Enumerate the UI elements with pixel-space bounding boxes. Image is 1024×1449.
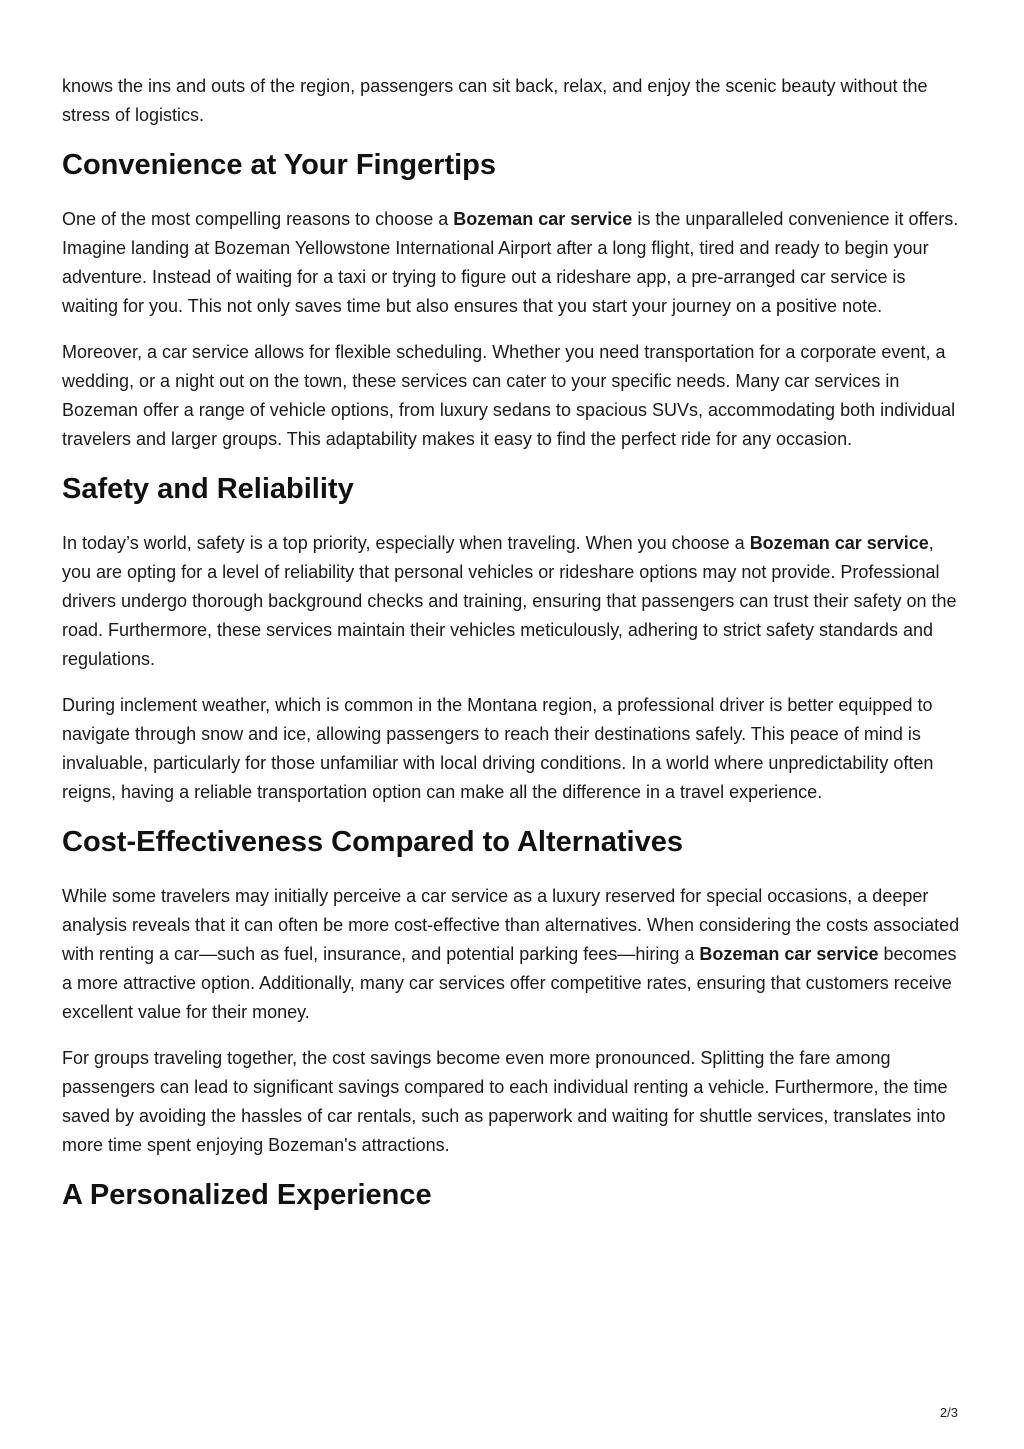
safety-paragraph-2: During inclement weather, which is common in the Montana region, a professional driver is better equipped to navigate through snow and ice, allowing passengers to reach their destinations safely. This peace of mind is invaluable, particularly for those unfamiliar with local driving conditions. In a world where unpredictability often reigns, having a reliable transportation option can make all the difference in a travel experience. bbox=[62, 695, 934, 802]
intro-text: knows the ins and outs of the region, passengers can sit back, relax, and enjoy the scenic beauty without the stress of logistics. bbox=[62, 76, 928, 125]
cost-paragraph-1 bbox=[62, 882, 964, 1027]
text-run: becomes a more attractive option. Additionally, many car services offer competitive rates, ensuring that customers receive excellent value for their money. bbox=[62, 944, 957, 1022]
bold-keyword: Bozeman car service bbox=[453, 209, 633, 229]
page-number: 2/3 bbox=[939, 1405, 958, 1420]
cost-paragraph-2: For groups traveling together, the cost savings become even more pronounced. Splitting the fare among passengers can lead to significant savings compared to each individual renting a vehicle. Furthermore, the time saved by avoiding the hassles of car rentals, such as paperwork and waiting for shuttle services, translates into more time spent enjoying Bozeman's attractions. bbox=[62, 1048, 948, 1155]
heading-safety: Safety and Reliability bbox=[62, 473, 354, 505]
bold-keyword: Bozeman car service bbox=[749, 533, 929, 553]
document-page bbox=[62, 72, 964, 1235]
heading-cost-effectiveness: Cost-Effectiveness Compared to Alternatives bbox=[62, 826, 683, 858]
heading-convenience: Convenience at Your Fingertips bbox=[62, 149, 497, 181]
text-run: In today’s world, safety is a top priority, especially when traveling. When you choose a bbox=[62, 533, 750, 553]
bold-keyword: Bozeman car service bbox=[699, 944, 879, 964]
safety-paragraph-1 bbox=[62, 529, 964, 674]
text-run: , you are opting for a level of reliability that personal vehicles or rideshare options may not provide. Professional drivers undergo thorough background checks and training, ensuring that passengers can trust their safety on the road. Furthermore, these services maintain their vehicles meticulously, adhering to strict safety standards and regulations. bbox=[62, 533, 957, 669]
convenience-paragraph-1 bbox=[62, 205, 964, 321]
text-run: One of the most compelling reasons to choose a bbox=[62, 209, 454, 229]
intro-paragraph bbox=[62, 72, 964, 130]
text-run: is the unparalleled convenience it offers. Imagine landing at Bozeman Yellowstone International Airport after a long flight, tired and ready to begin your adventure. Instead of waiting for a taxi or trying to figure out a rideshare app, a pre-arranged car service is waiting for you. This not only saves time but also ensures that you start your journey on a positive note. bbox=[62, 209, 959, 316]
text-run: While some travelers may initially perceive a car service as a luxury reserved for special occasions, a deeper analysis reveals that it can often be more cost-effective than alternatives. When considering the costs associated with renting a car—such as fuel, insurance, and potential parking fees—hiring a bbox=[62, 886, 960, 964]
heading-personalized: A Personalized Experience bbox=[62, 1179, 432, 1211]
convenience-paragraph-2: Moreover, a car service allows for flexible scheduling. Whether you need transportation for a corporate event, a wedding, or a night out on the town, these services can cater to your specific needs. Many car services in Bozeman offer a range of vehicle options, from luxury sedans to spacious SUVs, accommodating both individual travelers and larger groups. This adaptability makes it easy to find the perfect ride for any occasion. bbox=[62, 342, 956, 449]
